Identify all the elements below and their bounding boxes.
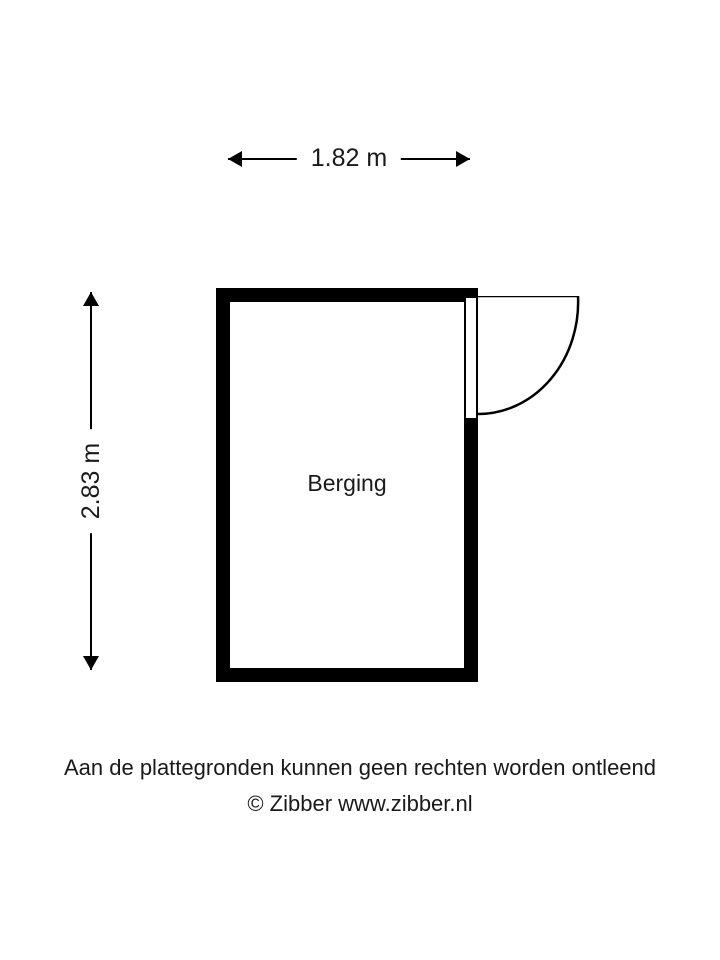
height-arrow-bottom-icon — [83, 656, 99, 670]
width-arrow-left-icon — [228, 151, 242, 167]
width-dimension — [228, 140, 470, 180]
door-opening — [464, 296, 478, 420]
room-berging — [216, 288, 478, 682]
door-jamb-bottom — [464, 418, 478, 420]
room-label: Berging — [307, 470, 387, 496]
width-dimension-label: 1.82 m — [297, 140, 401, 176]
footer-copyright: © Zibber www.zibber.nl — [247, 791, 473, 816]
width-arrow-right-icon — [456, 151, 470, 167]
door-jamb-top — [464, 296, 478, 298]
height-arrow-top-icon — [83, 292, 99, 306]
height-dimension-label: 2.83 m — [74, 429, 108, 533]
footer-disclaimer: Aan de plattegronden kunnen geen rechten worden ontleend — [63, 755, 657, 780]
door-swing-icon — [478, 296, 590, 424]
height-dimension — [70, 292, 114, 670]
footer — [0, 752, 720, 820]
